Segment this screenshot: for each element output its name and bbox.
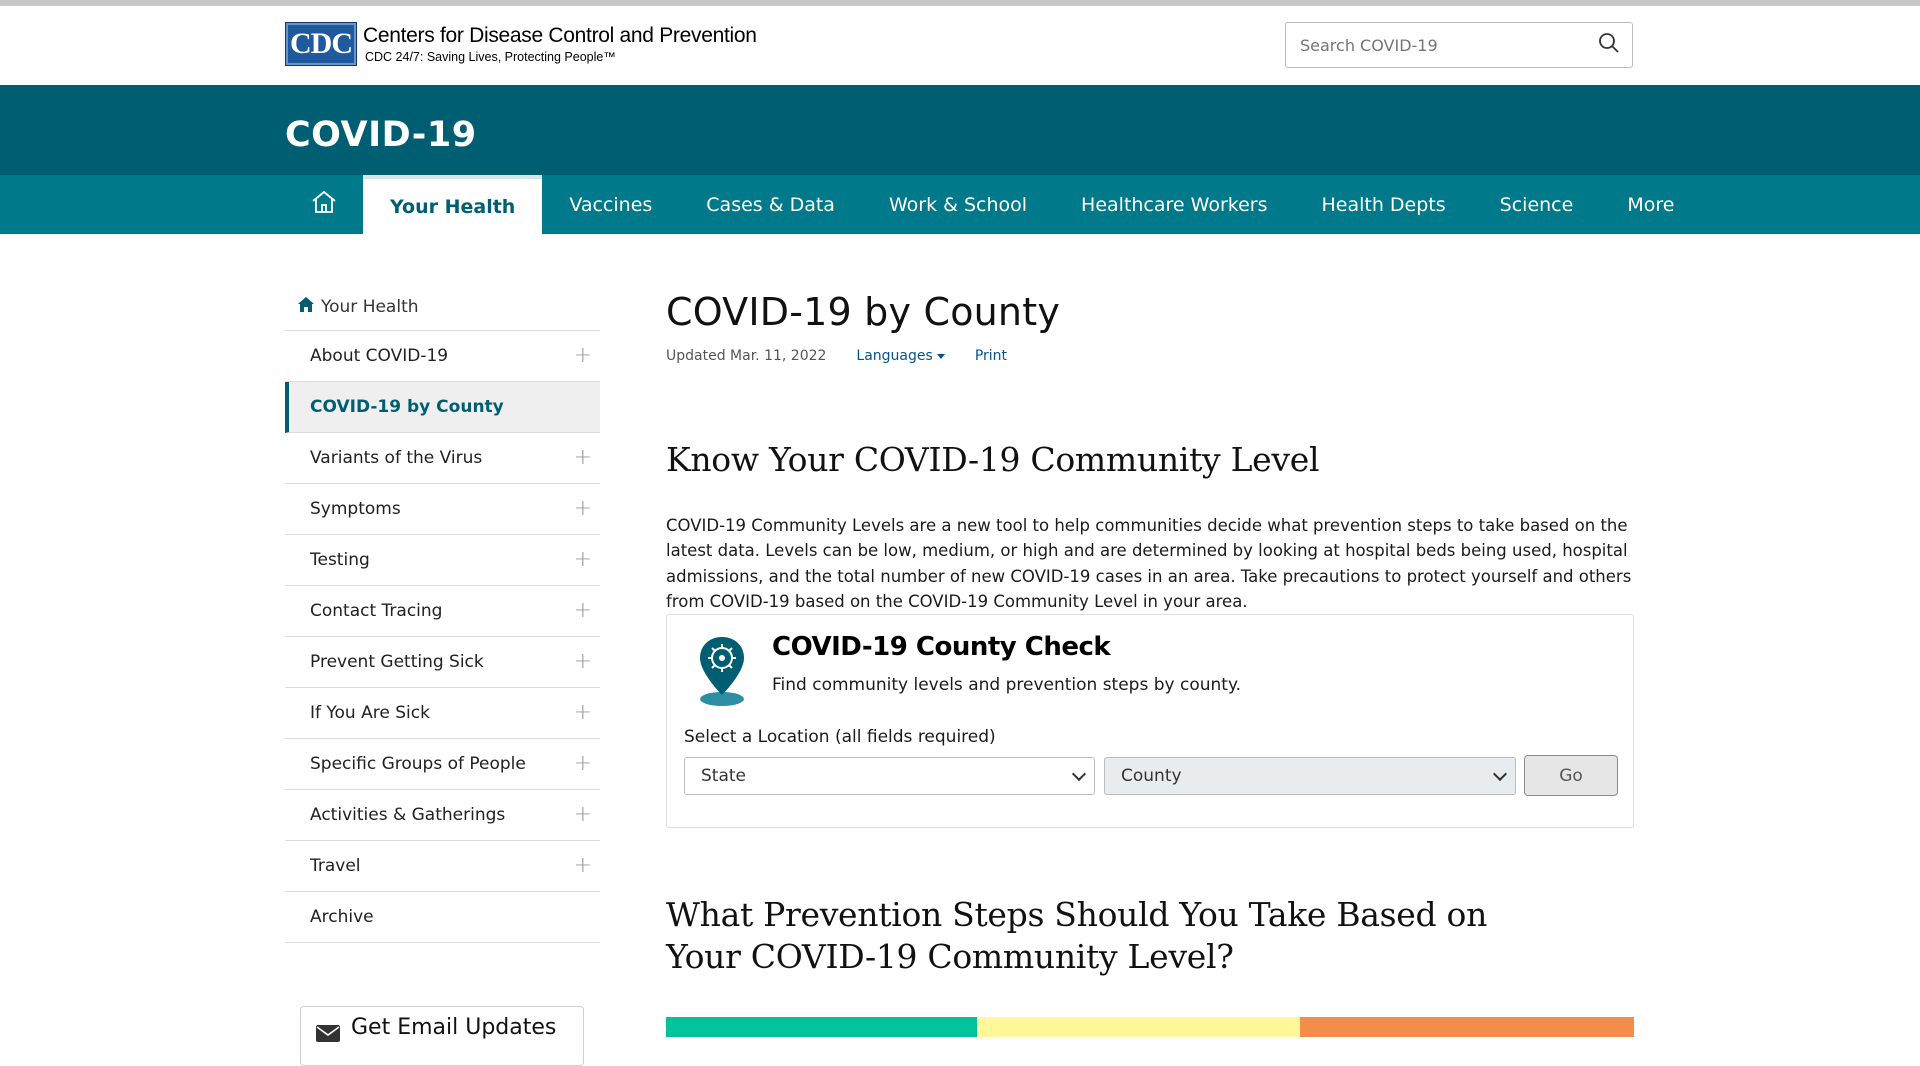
level-medium-segment	[977, 1017, 1300, 1037]
sidebar-item-label: Symptoms	[310, 499, 401, 519]
sidebar-item-label: Prevent Getting Sick	[310, 652, 484, 672]
plus-icon[interactable]: +	[573, 547, 592, 572]
section-heading-prevention-steps: What Prevention Steps Should You Take Based on Your COVID-19 Community Level?	[666, 895, 1488, 976]
level-low-segment	[666, 1017, 977, 1037]
print-link[interactable]: Print	[974, 348, 1008, 364]
plus-icon[interactable]: +	[573, 445, 592, 470]
cdc-logo-mark: CDC	[285, 22, 357, 66]
section-paragraph: COVID-19 Community Levels are a new tool to help communities decide what prevention steps to take based on the latest data. Levels can be low, medium, or high and are determined by looking at hospital beds being used, hospital admissions, and the total number of new COVID-19 cases in an area. Take precautions to protect yourself and others from COVID-19 based on the COVID-19 Community Level in your area.	[666, 515, 1632, 611]
updated-date: Updated Mar. 11, 2022	[666, 348, 827, 364]
state-select[interactable]	[684, 757, 1095, 795]
org-name: Centers for Disease Control and Prevention	[363, 23, 757, 47]
sidebar-item-travel[interactable]	[285, 841, 600, 892]
go-button[interactable]: Go	[1524, 755, 1618, 796]
virus-location-pin-icon	[697, 635, 747, 711]
site-header	[0, 6, 1920, 85]
home-icon	[297, 296, 321, 318]
sidebar-item-archive[interactable]	[285, 892, 600, 943]
plus-icon[interactable]: +	[573, 496, 592, 521]
main-content	[666, 284, 1634, 976]
sidebar-item-activities-gatherings[interactable]	[285, 790, 600, 841]
community-level-bar	[666, 1017, 1634, 1037]
search-icon[interactable]	[1598, 32, 1620, 58]
county-select[interactable]	[1104, 757, 1516, 795]
nav-cases-data[interactable]: Cases & Data	[706, 193, 835, 216]
email-updates-label: Get Email Updates	[351, 1015, 557, 1040]
home-icon	[311, 190, 337, 219]
nav-vaccines[interactable]: Vaccines	[569, 193, 653, 216]
level-high-segment	[1300, 1017, 1634, 1037]
languages-label: Languages	[856, 348, 933, 364]
sidebar-item-label: If You Are Sick	[310, 703, 430, 723]
nav-healthcare-workers[interactable]: Healthcare Workers	[1081, 193, 1268, 216]
sidebar-item-label: Specific Groups of People	[310, 754, 526, 774]
nav-your-health[interactable]: Your Health	[363, 175, 542, 234]
search-box	[1285, 22, 1633, 68]
sidebar-item-label: Archive	[310, 907, 374, 927]
banner-title[interactable]: COVID-19	[285, 115, 477, 155]
county-check-widget	[666, 614, 1634, 828]
search-input[interactable]	[1298, 35, 1592, 56]
sidebar-item-label: Contact Tracing	[310, 601, 443, 621]
plus-icon[interactable]: +	[573, 598, 592, 623]
sidebar-item-label: Testing	[310, 550, 370, 570]
sidebar-item-about-covid[interactable]	[285, 331, 600, 382]
sidebar-item-prevent-getting-sick[interactable]	[285, 637, 600, 688]
sidebar-item-label: Travel	[310, 856, 361, 876]
chevron-down-icon	[1493, 767, 1507, 781]
nav-more[interactable]: More	[1627, 193, 1675, 216]
sidebar-item-testing[interactable]	[285, 535, 600, 586]
plus-icon[interactable]: +	[573, 853, 592, 878]
nav-home[interactable]	[285, 175, 363, 234]
plus-icon[interactable]: +	[573, 802, 592, 827]
plus-icon[interactable]: +	[573, 700, 592, 725]
sidebar-title[interactable]	[285, 284, 600, 331]
sidebar-item-specific-groups[interactable]	[285, 739, 600, 790]
state-select-value: State	[701, 766, 746, 786]
sidebar-item-covid-by-county[interactable]	[285, 382, 600, 433]
county-check-title: COVID-19 County Check	[772, 632, 1111, 662]
sidebar-item-label: Activities & Gatherings	[310, 805, 506, 825]
sidebar-item-symptoms[interactable]	[285, 484, 600, 535]
org-tagline: CDC 24/7: Saving Lives, Protecting People™	[365, 49, 616, 64]
main-nav	[0, 175, 1920, 234]
caret-down-icon	[937, 354, 945, 359]
email-updates-button[interactable]	[300, 1006, 584, 1066]
sidebar-item-label: Variants of the Virus	[310, 448, 483, 468]
sidebar-nav	[285, 284, 600, 943]
plus-icon[interactable]: +	[573, 751, 592, 776]
languages-dropdown[interactable]	[856, 348, 944, 364]
sidebar-item-if-you-are-sick[interactable]	[285, 688, 600, 739]
county-check-description: Find community levels and prevention steps by county.	[772, 675, 1241, 695]
cdc-logo[interactable]	[285, 22, 757, 66]
plus-icon[interactable]: +	[573, 343, 592, 368]
sidebar-item-label: About COVID-19	[310, 346, 449, 366]
sidebar-title-label: Your Health	[321, 297, 419, 317]
envelope-icon	[315, 1015, 351, 1049]
topic-banner	[0, 85, 1920, 175]
nav-work-school[interactable]: Work & School	[888, 193, 1028, 216]
nav-health-depts[interactable]: Health Depts	[1321, 193, 1446, 216]
plus-icon[interactable]: +	[573, 649, 592, 674]
location-label: Select a Location (all fields required)	[684, 727, 996, 747]
chevron-down-icon	[1072, 767, 1086, 781]
nav-science[interactable]: Science	[1499, 193, 1574, 216]
section-heading-know-level: Know Your COVID-19 Community Level	[666, 440, 1320, 479]
sidebar-item-variants[interactable]	[285, 433, 600, 484]
sidebar-item-contact-tracing[interactable]	[285, 586, 600, 637]
page-meta	[666, 348, 1634, 364]
sidebar-item-label: COVID-19 by County	[310, 397, 504, 417]
county-select-value: County	[1121, 766, 1182, 786]
cdc-logo-text	[363, 25, 757, 64]
page-title: COVID-19 by County	[666, 290, 1061, 334]
